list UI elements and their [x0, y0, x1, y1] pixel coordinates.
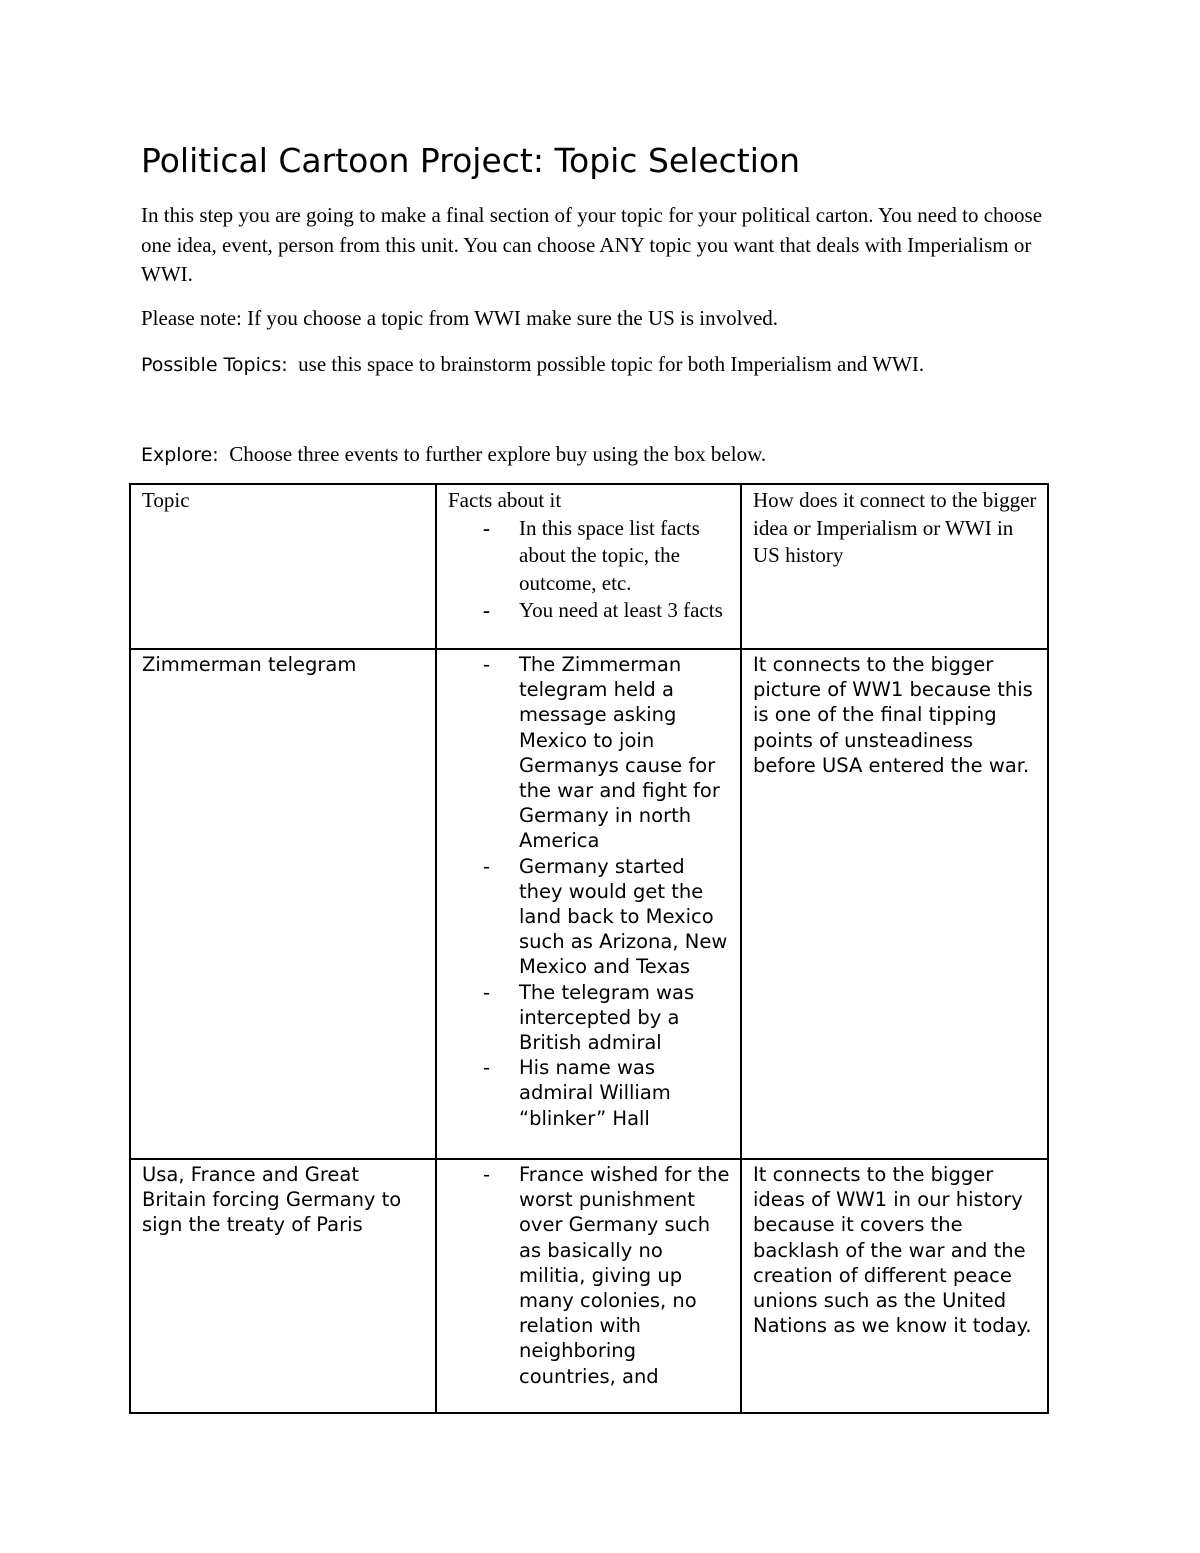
page-title: Political Cartoon Project: Topic Selection [141, 141, 801, 180]
row-connection-cell [741, 1159, 1048, 1413]
row-connection: It connects to the bigger picture of WW1 because this is one of the final tipping points of unsteadiness before USA entered the war. [753, 653, 1033, 777]
row-facts-list [448, 652, 730, 1131]
header-facts-title: Facts about it [448, 488, 562, 512]
list-item: - The telegram was intercepted by a British admiral [483, 980, 695, 1055]
explore-table [129, 483, 1049, 1414]
header-connection-cell [741, 484, 1048, 649]
list-item: - His name was admiral William “blinker” Hall [483, 1056, 671, 1130]
row-topic-cell [130, 1159, 436, 1413]
intro-paragraph: In this step you are going to make a final section of your topic for your political carton. You need to choose one idea, event, person from this unit. You can choose ANY topic you want that deals with Imperialism or WWI. [141, 203, 1043, 286]
header-connection: How does it connect to the bigger idea or Imperialism or WWI in US history [753, 488, 1037, 567]
explore-text: Choose three events to further explore buy using the box below. [229, 442, 767, 466]
row-facts-cell [436, 649, 741, 1159]
row-topic-cell [130, 649, 436, 1159]
list-item: - The Zimmerman telegram held a message asking Mexico to join Germanys cause for the war and fight for Germany in north America [483, 653, 720, 853]
header-topic: Topic [142, 488, 190, 512]
table-header-row [130, 484, 1048, 649]
list-item: - France wished for the worst punishment over Germany such as basically no militia, giving up many colonies, no relation with neighboring countries, and [483, 1163, 730, 1388]
header-topic-cell [130, 484, 436, 649]
row-facts-list [448, 1162, 730, 1389]
table-row [130, 1159, 1048, 1413]
possible-topics-text: use this space to brainstorm possible topic for both Imperialism and WWI. [298, 352, 925, 376]
list-item: - In this space list facts about the topic, the outcome, etc. [483, 515, 700, 595]
row-facts-cell [436, 1159, 741, 1413]
explore-label: Explore: [141, 444, 219, 466]
table-row [130, 649, 1048, 1159]
header-facts-list [448, 515, 730, 625]
row-topic: Zimmerman telegram [142, 653, 357, 676]
possible-topics-label: Possible Topics: [141, 354, 288, 376]
list-item: - You need at least 3 facts [483, 598, 723, 622]
header-facts-cell [436, 484, 741, 649]
row-connection-cell [741, 649, 1048, 1159]
explore-paragraph [141, 440, 1066, 471]
row-connection: It connects to the bigger ideas of WW1 in our history because it covers the backlash of the war and the creation of different peace unions such as the United Nations as we know it today. [753, 1163, 1032, 1338]
note-paragraph: Please note: If you choose a topic from WWI make sure the US is involved. [141, 306, 779, 330]
row-topic: Usa, France and Great Britain forcing Germany to sign the treaty of Paris [142, 1163, 402, 1237]
list-item: - Germany started they would get the land back to Mexico such as Arizona, New Mexico and Texas [483, 854, 728, 979]
possible-topics-paragraph [141, 350, 1066, 381]
